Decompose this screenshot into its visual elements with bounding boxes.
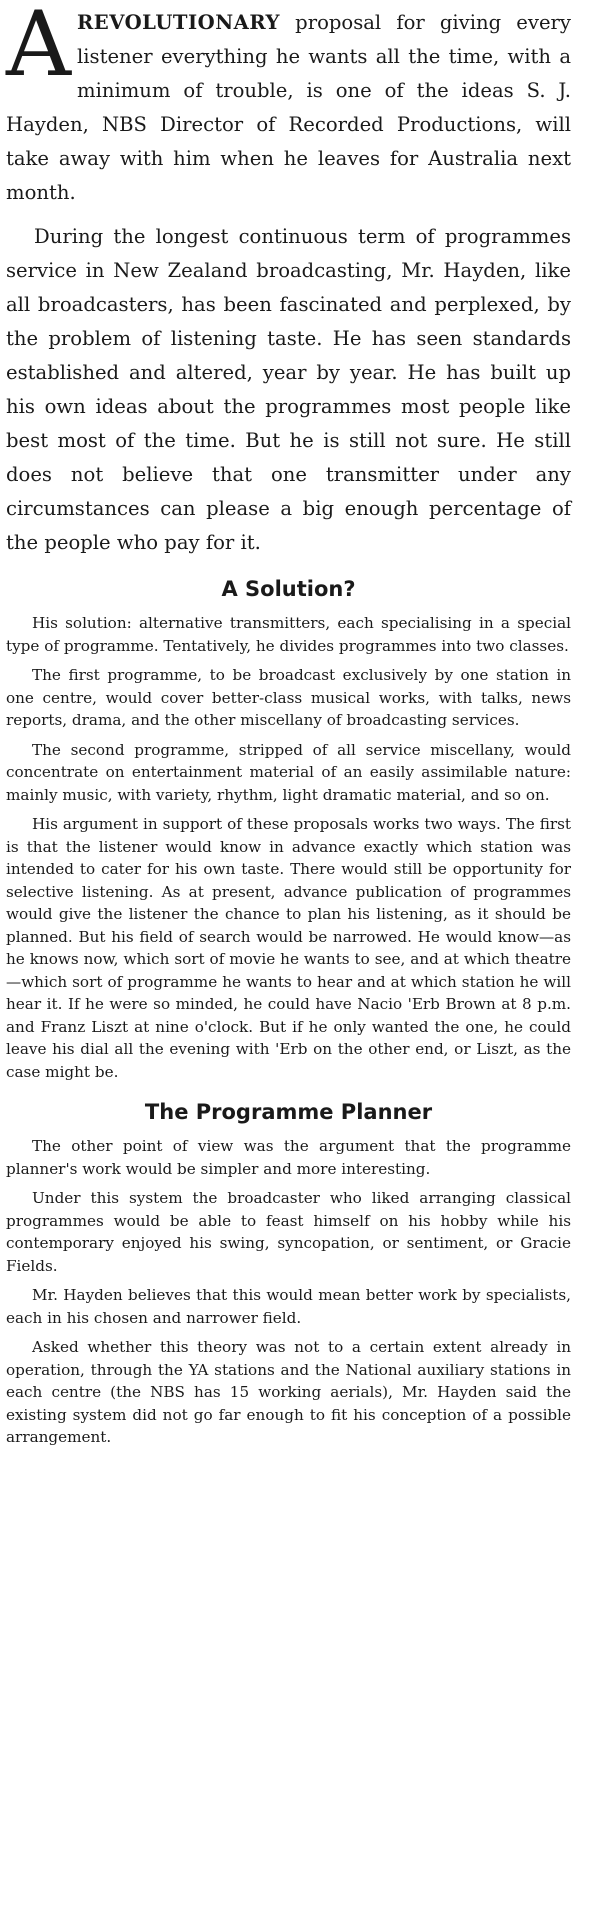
paragraph: Under this system the broadcaster who liked arranging classical programmes would be able to feast himself on his hobby while his contemporary enjoyed his swing, syncopation, or sentiment, or Gracie Fields. bbox=[6, 1189, 571, 1275]
paragraph: Mr. Hayden believes that this would mean better work by specialists, each in his chosen and narrower field. bbox=[6, 1286, 571, 1327]
lead-paragraph-1-text: proposal for giving every listener everything he wants all the time, with a minimum of trouble, is one of the ideas S. J. Hayden, NBS Director of Recorded Productions, will take away with him when he leaves for Australia next month. bbox=[6, 11, 571, 204]
drop-cap: A bbox=[6, 0, 71, 97]
section-planner-body bbox=[6, 1135, 571, 1449]
section-solution-body bbox=[6, 612, 571, 1083]
paragraph: The other point of view was the argument that the programme planner's work would be simpler and more interesting. bbox=[6, 1137, 571, 1178]
paragraph: His argument in support of these proposals works two ways. The first is that the listener would know in advance exactly which station was intended to cater for his own taste. There would still be opportunity for selective listening. As at present, advance publication of programmes would give the listener the chance to plan his listening, as it should be planned. But his field of search would be narrowed. He would know—as he knows now, which sort of movie he wants to see, and at which theatre—which sort of programme he wants to hear and at which station he will hear it. If he were so minded, he could have Nacio 'Erb Brown at 8 p.m. and Franz Liszt at nine o'clock. But if he only wanted the one, he could leave his dial all the evening with 'Erb on the other end, or Liszt, as the case might be. bbox=[6, 815, 571, 1081]
paragraph: The first programme, to be broadcast exclusively by one station in one centre, would cover better-class musical works, with talks, news reports, drama, and the other miscellany of broadcasting services. bbox=[6, 666, 571, 729]
paragraph: Asked whether this theory was not to a certain extent already in operation, through the YA stations and the National auxiliary stations in each centre (the NBS has 15 working aerials), Mr. Hayden said the existing system did not go far enough to fit his conception of a possible arrangement. bbox=[6, 1338, 571, 1446]
paragraph: The second programme, stripped of all service miscellany, would concentrate on entertainment material of an easily assimilable nature: mainly music, with variety, rhythm, light dramatic material, and so on. bbox=[6, 740, 571, 804]
lead-caps: REVOLUTIONARY bbox=[77, 11, 281, 34]
lead-paragraph-1 bbox=[6, 0, 571, 210]
section-heading-programme-planner: The Programme Planner bbox=[144, 1100, 433, 1124]
section-heading-solution: A Solution? bbox=[221, 577, 356, 601]
paragraph: His solution: alternative transmitters, each specialising in a special type of programme. Tentatively, he divides programmes into two classes. bbox=[6, 614, 571, 655]
lead-paragraph-2: During the longest continuous term of programmes service in New Zealand broadcasting, Mr. Hayden, like all broadcasters, has been fascinated and perplexed, by the problem of listening taste. He has seen standards established and altered, year by year. He has built up his own ideas about the programmes most people like best most of the time. But he is still not sure. He still does not believe that one transmitter under any circumstances can please a big enough percentage of the people who pay for it. bbox=[6, 225, 571, 554]
lead-section bbox=[6, 0, 571, 560]
